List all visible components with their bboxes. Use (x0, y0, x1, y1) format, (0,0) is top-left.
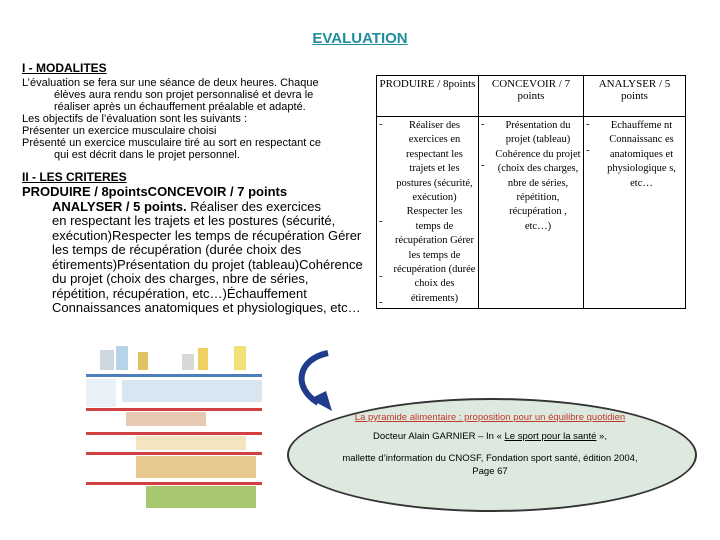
produire-items: Réaliser des exercices en respectant les trajets et les postures (sécurité, exécution) Respecter les temps de récupération Gérer les temps de récupération (durée choix des étirements) (393, 120, 476, 304)
criteria-line: PRODUIRE / 8pointsCONCEVOIR / 7 points (22, 184, 288, 199)
header-concevoir: CONCEVOIR / 7 points (478, 76, 583, 117)
dash: - (586, 119, 590, 130)
dash: - (586, 145, 590, 156)
criteria-table (376, 75, 686, 309)
text-line: réaliser après un échauffement préalable et adapté. (54, 101, 306, 113)
text-line: élèves aura rendu son projet personnalisé et devra le (54, 89, 314, 101)
header-analyser: ANALYSER / 5 points (584, 76, 686, 117)
food-pyramid-image (86, 342, 262, 514)
citation-punct: », (596, 431, 607, 442)
criteres-text (22, 185, 367, 316)
citation-link[interactable]: La pyramide alimentaire : proposition pour un équilibre quotidien (354, 412, 626, 423)
text-line: L’évaluation se fera sur une séance de deux heures. Chaque (22, 77, 319, 89)
criteria-rest: en respectant les trajets et les postures (sécurité, exécution)Respecter les temps de récupération Gérer les temps de récupération (durée choix des étirements)Présentation du projet (tableau)Cohérence du projet (choix des charges, nbre de séries, répétition, récupération, etc…)Échauffement Connaissances anatomiques et physiologiques, etc… (52, 213, 363, 315)
citation-page: Page 67 (472, 466, 508, 477)
citation-source: mallette d’information du CNOSF, Fondation sport santé, édition 2004, (342, 453, 638, 464)
text-line: qui est décrit dans le projet personnel. (54, 149, 240, 161)
criteria-analyser: ANALYSER / 5 points. (52, 198, 187, 214)
section-heading-modalites: I - MODALITES (22, 61, 107, 75)
criteria-text: Réaliser des exercices (186, 198, 321, 214)
text-line: Présenter un exercice musculaire choisi (22, 125, 217, 137)
header-produire: PRODUIRE / 8points (377, 76, 479, 117)
section-heading-criteres: II - LES CRITERES (22, 170, 127, 184)
modalites-text (22, 77, 367, 161)
cell-concevoir (478, 117, 583, 309)
text-line: Présenté un exercice musculaire tiré au sort en respectant ce (22, 137, 321, 149)
citation-text (300, 411, 680, 478)
text-line: Les objectifs de l’évaluation sont les suivants : (22, 113, 248, 125)
page-title: EVALUATION (312, 30, 408, 47)
citation-book: Le sport pour la santé (504, 431, 597, 442)
dash: - (379, 119, 383, 130)
dash: - (480, 119, 485, 130)
cell-analyser (584, 117, 686, 309)
dash: - (379, 297, 383, 308)
cell-produire (377, 117, 479, 309)
dash: - (379, 271, 383, 282)
curved-arrow-icon (288, 345, 348, 415)
concevoir-items: Présentation du projet (tableau) Cohérence du projet (choix des charges, nbre de séries, répétition, récupération , etc…) (495, 120, 581, 232)
analyser-items: Echauffeme nt Connaissanc es anatomiques et physiologique s, etc… (607, 120, 676, 189)
citation-author: Docteur Alain GARNIER – In « (373, 431, 505, 442)
dash: - (480, 160, 485, 171)
dash: - (379, 216, 383, 227)
